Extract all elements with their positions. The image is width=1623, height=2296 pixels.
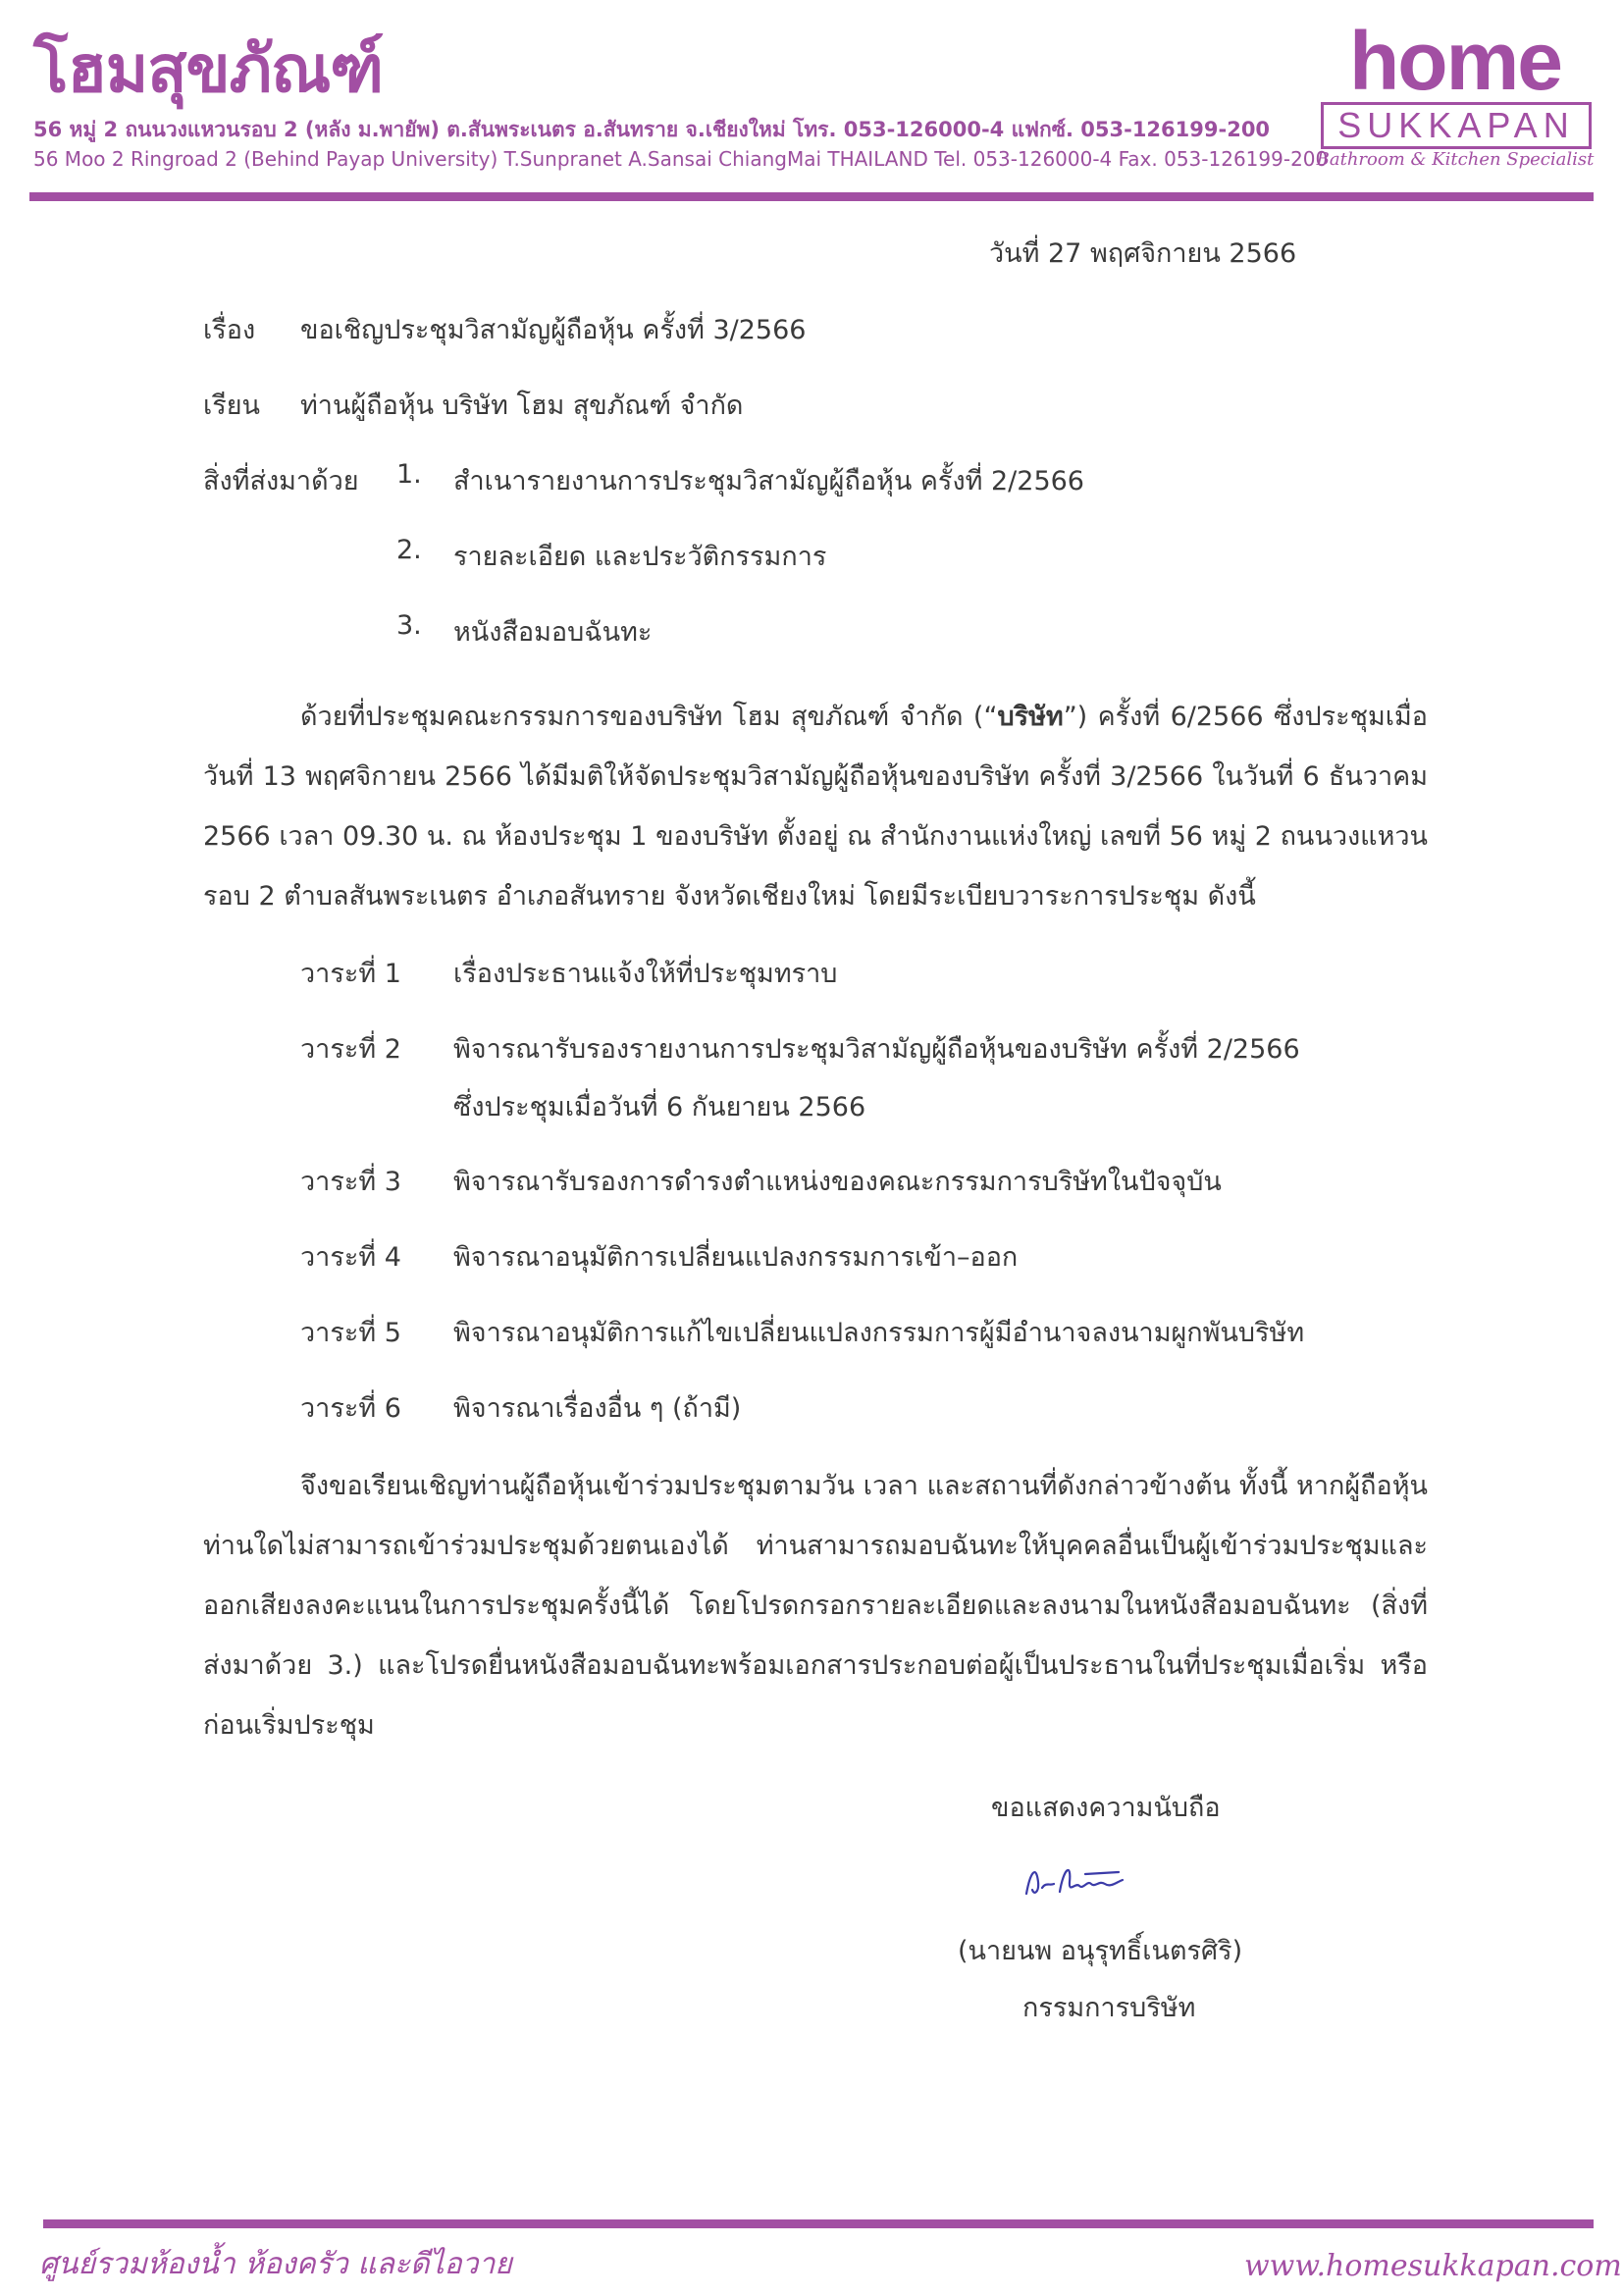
enclosure-number: 2. — [396, 535, 422, 565]
agenda-text: เรื่องประธานแจ้งให้ที่ประชุมทราบ — [453, 959, 838, 989]
signer-name: (นายนพ อนุรุทธิ์เนตรศิริ) — [958, 1936, 1243, 1966]
recipient-label: เรียน — [203, 391, 261, 421]
subject-label: เรื่อง — [203, 315, 256, 345]
agenda-text: พิจารณารับรองการดำรงตำแหน่งของคณะกรรมการบริษัทในปัจจุบัน — [453, 1167, 1222, 1197]
signer-title: กรรมการบริษัท — [1022, 1993, 1196, 2023]
address-thai: 56 หมู่ 2 ถนนวงแหวนรอบ 2 (หลัง ม.พายัพ) ต.สันพระเนตร อ.สันทราย จ.เชียงใหม่ โทร. 053-126000-4 แฟกซ์. 053-126199-200 — [33, 118, 1271, 141]
footer-slogan: ศูนย์รวมห้องน้ำ ห้องครัว และดีไอวาย — [39, 2247, 512, 2281]
enclosure-item: สำเนารายงานการประชุมวิสามัญผู้ถือหุ้น ครั้งที่ 2/2566 — [453, 466, 1084, 496]
agenda-label: วาระที่ 5 — [300, 1318, 401, 1348]
footer-website: www.homesukkapan.com — [1244, 2249, 1622, 2283]
agenda-text: พิจารณาอนุมัติการเปลี่ยนแปลงกรรมการเข้า–ออก — [453, 1242, 1019, 1273]
enclosures-label: สิ่งที่ส่งมาด้วย — [203, 466, 359, 496]
paragraph-invitation: จึงขอเรียนเชิญท่านผู้ถือหุ้นเข้าร่วมประชุมตามวัน เวลา และสถานที่ดังกล่าวข้างต้น ทั้งนี้ หากผู้ถือหุ้นท่านใดไม่สามารถเข้าร่วมประชุมด้วยตนเองได้ ท่านสามารถมอบฉันทะให้บุคคลอื่นเป็นผู้เข้าร่วมประชุมและออกเสียงลงคะแนนในการประชุมครั้งนี้ได้ โดยโปรดกรอกรายละเอียดและลงนามในหนังสือมอบฉันทะ (สิ่งที่ส่งมาด้วย 3.) และโปรดยื่นหนังสือมอบฉันทะพร้อมเอกสารประกอบต่อผู้เป็นประธานในที่ประชุมเมื่อเริ่ม หรือก่อนเริ่มประชุม — [203, 1471, 1428, 1741]
agenda-label: วาระที่ 3 — [300, 1167, 401, 1197]
enclosure-number: 1. — [396, 459, 422, 490]
agenda-text-continued: ซึ่งประชุมเมื่อวันที่ 6 กันยายน 2566 — [453, 1092, 866, 1122]
logo-tagline: Bathroom & Kitchen Specialist — [1316, 149, 1595, 170]
footer-divider — [43, 2219, 1594, 2228]
paragraph-intro-part2: ”) ครั้งที่ 6/2566 ซึ่งประชุมเมื่อวันที่ 13 พฤศจิกายน 2566 ได้มีมติให้จัดประชุมวิสามัญผู้ถือหุ้นของบริษัท ครั้งที่ 3/2566 ในวันที่ 6 ธันวาคม 2566 เวลา 09.30 น. ณ ห้องประชุม 1 ของบริษัท ตั้งอยู่ ณ สำนักงานแห่งใหญ่ เลขที่ 56 หมู่ 2 ถนนวงแหวนรอบ 2 ตำบลสันพระเนตร อำเภอสันทราย จังหวัดเชียงใหม่ โดยมีระเบียบวาระการประชุม ดังนี้ — [203, 702, 1428, 912]
recipient-text: ท่านผู้ถือหุ้น บริษัท โฮม สุขภัณฑ์ จำกัด — [300, 391, 744, 421]
subject-text: ขอเชิญประชุมวิสามัญผู้ถือหุ้น ครั้งที่ 3/2566 — [300, 315, 807, 345]
agenda-label: วาระที่ 4 — [300, 1242, 401, 1273]
logo-word-home: home — [1348, 15, 1562, 107]
letter-date: วันที่ 27 พฤศจิกายน 2566 — [989, 238, 1297, 269]
enclosure-item: หนังสือมอบฉันทะ — [453, 617, 653, 648]
logo-word-sukkapan: SUKKAPAN — [1321, 102, 1592, 149]
agenda-label: วาระที่ 6 — [300, 1393, 401, 1424]
paragraph-intro — [203, 687, 1428, 926]
enclosure-item: รายละเอียด และประวัติกรรมการ — [453, 542, 827, 572]
header-divider — [29, 192, 1594, 201]
address-english: 56 Moo 2 Ringroad 2 (Behind Payap University) T.Sunpranet A.Sansai ChiangMai THAILAND Tel. 053-126000-4 Fax. 053-126199-200 — [33, 147, 1329, 171]
agenda-text: พิจารณาอนุมัติการแก้ไขเปลี่ยนแปลงกรรมการผู้มีอำนาจลงนามผูกพันบริษัท — [453, 1318, 1305, 1348]
handwritten-signature — [1021, 1852, 1138, 1911]
home-sukkapan-logo — [1313, 15, 1597, 177]
agenda-label: วาระที่ 2 — [300, 1034, 401, 1065]
company-defined-term: บริษัท — [997, 702, 1064, 732]
closing-phrase: ขอแสดงความนับถือ — [991, 1793, 1221, 1823]
agenda-text: พิจารณาเรื่องอื่น ๆ (ถ้ามี) — [453, 1393, 742, 1424]
agenda-label: วาระที่ 1 — [300, 959, 401, 989]
paragraph-intro-part1: ด้วยที่ประชุมคณะกรรมการของบริษัท โฮม สุขภัณฑ์ จำกัด (“ — [300, 702, 998, 732]
enclosure-number: 3. — [396, 610, 422, 641]
agenda-text: พิจารณารับรองรายงานการประชุมวิสามัญผู้ถือหุ้นของบริษัท ครั้งที่ 2/2566 — [453, 1034, 1300, 1065]
company-name-thai: โฮมสุขภัณฑ์ — [33, 31, 384, 107]
